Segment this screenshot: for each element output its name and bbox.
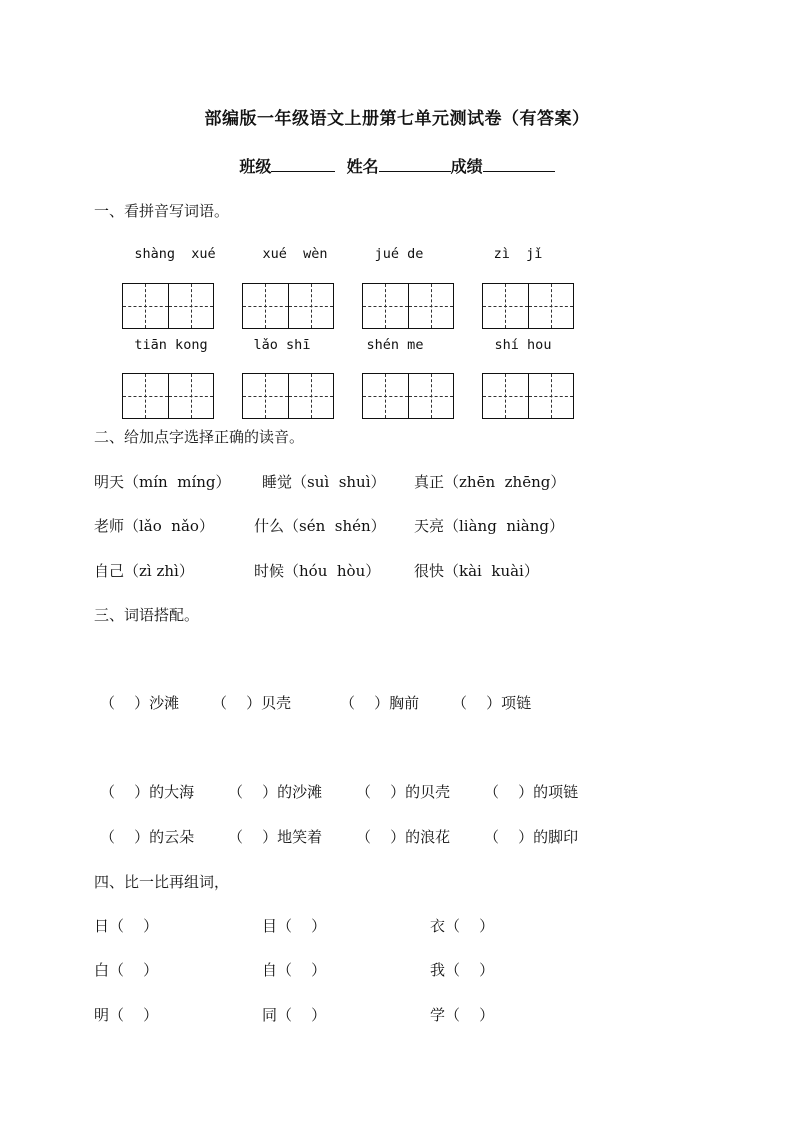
pinyin-label: xué wèn <box>262 246 328 262</box>
word-match-item[interactable]: （ ）项链 <box>452 694 532 712</box>
word-match-item[interactable]: （ ）的浪花 <box>356 828 451 846</box>
word-match-item[interactable]: （ ）的贝壳 <box>356 783 451 801</box>
pronunciation-item[interactable]: 时候（hóu hòu） <box>254 562 381 580</box>
compare-word-item[interactable]: 明（ ） <box>94 1006 159 1024</box>
word-match-item[interactable]: （ ）沙滩 <box>100 694 180 712</box>
compare-word-item[interactable]: 我（ ） <box>430 961 495 979</box>
score-label: 成绩 <box>450 157 483 176</box>
pinyin-label: shàng xué <box>134 246 216 262</box>
writing-grid[interactable] <box>362 373 454 419</box>
word-match-item[interactable]: （ ）的云朵 <box>100 828 195 846</box>
pronunciation-item[interactable]: 明天（mín míng） <box>94 473 231 491</box>
compare-word-item[interactable]: 白（ ） <box>94 961 159 979</box>
name-label: 姓名 <box>346 157 379 176</box>
writing-grid[interactable] <box>242 373 334 419</box>
pronunciation-item[interactable]: 睡觉（suì shuì） <box>262 473 386 491</box>
word-match-item[interactable]: （ ）的项链 <box>484 783 579 801</box>
compare-word-item[interactable]: 同（ ） <box>262 1006 327 1024</box>
writing-grid[interactable] <box>242 283 334 329</box>
class-blank[interactable] <box>271 157 335 172</box>
student-info-line <box>0 154 794 177</box>
word-match-item[interactable]: （ ）胸前 <box>340 694 420 712</box>
pronunciation-item[interactable]: 很快（kài kuài） <box>414 562 539 580</box>
writing-grid[interactable] <box>122 283 214 329</box>
word-match-item[interactable]: （ ）的沙滩 <box>228 783 323 801</box>
class-label: 班级 <box>239 157 272 176</box>
writing-grid[interactable] <box>482 373 574 419</box>
word-match-item[interactable]: （ ）贝壳 <box>212 694 292 712</box>
writing-grid[interactable] <box>362 283 454 329</box>
pinyin-label: zì jǐ <box>493 246 543 262</box>
section-3-heading: 三、词语搭配。 <box>94 606 200 624</box>
section-1-heading: 一、看拼音写词语。 <box>94 202 230 220</box>
writing-grid[interactable] <box>122 373 214 419</box>
section-4-heading: 四、比一比再组词， <box>94 873 230 891</box>
pinyin-label: tiān kong <box>134 337 208 353</box>
pinyin-label: lǎo shī <box>253 337 311 353</box>
writing-grid[interactable] <box>482 283 574 329</box>
pinyin-label: shí hou <box>494 337 552 353</box>
pronunciation-item[interactable]: 老师（lǎo nǎo） <box>94 517 214 535</box>
compare-word-item[interactable]: 日（ ） <box>94 917 159 935</box>
pronunciation-item[interactable]: 真正（zhēn zhēng） <box>414 473 566 491</box>
pronunciation-item[interactable]: 天亮（liàng niàng） <box>414 517 565 535</box>
pinyin-label: shén me <box>366 337 424 353</box>
name-blank[interactable] <box>379 157 451 172</box>
pronunciation-item[interactable]: 什么（sén shén） <box>254 517 386 535</box>
word-match-item[interactable]: （ ）的大海 <box>100 783 195 801</box>
compare-word-item[interactable]: 自（ ） <box>262 961 327 979</box>
compare-word-item[interactable]: 衣（ ） <box>430 917 495 935</box>
page-title: 部编版一年级语文上册第七单元测试卷（有答案） <box>204 109 590 129</box>
compare-word-item[interactable]: 目（ ） <box>262 917 327 935</box>
pinyin-label: jué de <box>374 246 424 262</box>
word-match-item[interactable]: （ ）地笑着 <box>228 828 323 846</box>
word-match-item[interactable]: （ ）的脚印 <box>484 828 579 846</box>
compare-word-item[interactable]: 学（ ） <box>430 1006 495 1024</box>
score-blank[interactable] <box>483 157 555 172</box>
pronunciation-item[interactable]: 自己（zì zhì） <box>94 562 194 580</box>
section-2-heading: 二、给加点字选择正确的读音。 <box>94 428 305 446</box>
